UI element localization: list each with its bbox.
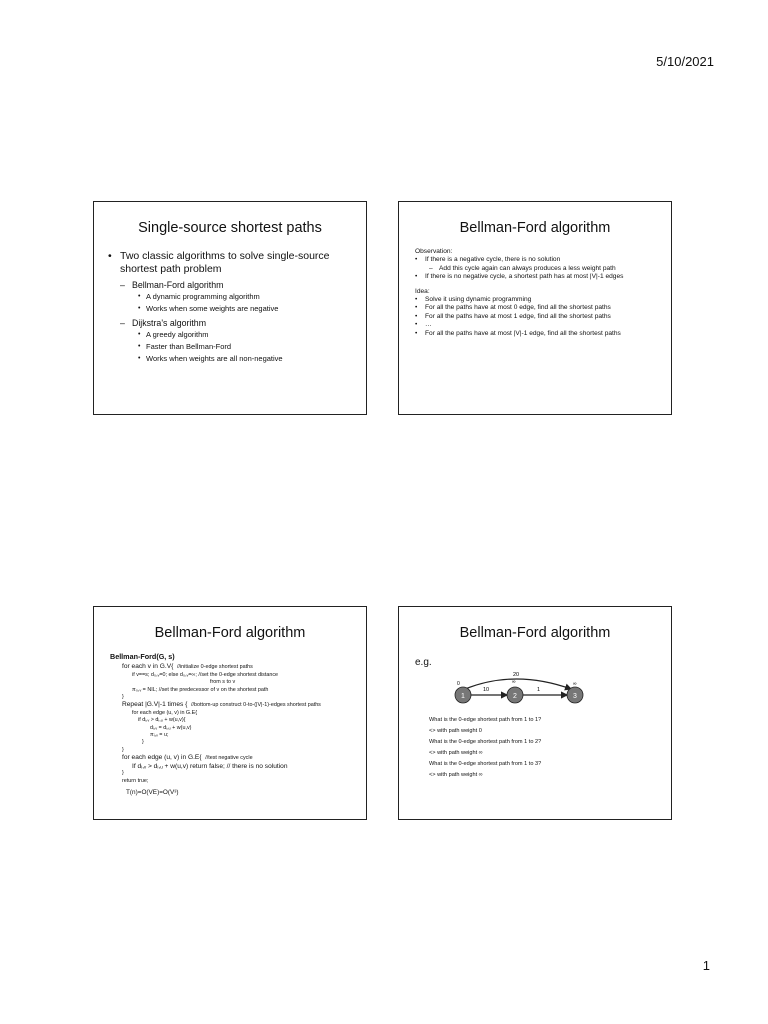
- slide-bellman-ford-pseudocode: [93, 606, 367, 820]
- slide-title: Bellman-Ford algorithm: [459, 625, 611, 641]
- idea-ellipsis: • …: [415, 321, 661, 329]
- question-1-to-3: What is the 0-edge shortest path from 1 to 3?: [429, 761, 542, 767]
- bullet-faster: • Faster than Bellman-Ford: [108, 341, 358, 353]
- observation-negative-cycle-sub: – Add this cycle again can always produces a less weight path: [415, 265, 661, 273]
- answer-1-to-3: <> with path weight ∞: [429, 772, 483, 778]
- observation-label: Observation:: [415, 248, 453, 255]
- code-line: }: [142, 739, 144, 746]
- code-line: π₀,ᵥ = NIL; //set the predecessor of v on the shortest path: [132, 686, 269, 693]
- code-line: if v==s; d₀,ᵥ=0; else d₀,ᵥ=∞; //set the 0-edge shortest distance: [132, 671, 279, 678]
- code-line: πᵢ,ᵥ = u;: [150, 732, 169, 739]
- observation-no-negative-cycle: • If there is no negative cycle, a shortest path has at most |V|-1 edges: [415, 273, 661, 281]
- code-line: if dᵢ,ᵥ > dᵢ,ᵤ + w(u,v){: [138, 717, 186, 724]
- code-line: for each v in G.V{ //initialize 0-edge shortest paths: [122, 663, 253, 671]
- question-answer-list: [429, 717, 541, 783]
- slide-title: Single-source shortest paths: [138, 220, 322, 236]
- code-comment: //test negative cycle: [205, 755, 253, 762]
- code-line: dᵢ,ᵥ = dᵢ,ᵤ + w(u,v): [150, 724, 192, 731]
- slide-bellman-ford-example: [398, 606, 672, 820]
- idea-1-edge: • For all the paths have at most 1 edge, find all the shortest paths: [415, 313, 661, 321]
- example-graph: [399, 607, 673, 821]
- answer-1-to-2: <> with path weight ∞: [429, 750, 483, 756]
- bullet-greedy: • A greedy algorithm: [108, 329, 358, 341]
- node-2-distance: ∞: [512, 679, 516, 685]
- edge-1-3-weight: 20: [513, 672, 520, 678]
- page-number: 1: [702, 958, 710, 973]
- slide-title: Bellman-Ford algorithm: [459, 220, 611, 236]
- edge-2-3-weight: 1: [537, 687, 541, 693]
- idea-label: Idea:: [415, 287, 430, 295]
- bullet-non-negative: • Works when weights are all non-negative: [108, 353, 358, 365]
- node-3-distance: ∞: [573, 681, 577, 687]
- code-line: }: [122, 746, 124, 753]
- edge-1-2-weight: 10: [483, 687, 490, 693]
- code-line: from s to v: [210, 679, 236, 686]
- function-signature: Bellman-Ford(G, s): [110, 652, 175, 661]
- code-line: }: [122, 694, 124, 701]
- idea-v-1-edge: • For all the paths have at most |V|-1 edge, find all the shortest paths: [415, 330, 661, 338]
- bullet-dijkstra: – Dijkstra's algorithm: [108, 317, 358, 329]
- idea-0-edge: • For all the paths have at most 0 edge, find all the shortest paths: [415, 304, 661, 312]
- bullet-two-classic-algorithms: • Two classic algorithms to solve single-source shortest path problem: [108, 250, 358, 276]
- question-1-to-1: What is the 0-edge shortest path from 1 to 1?: [429, 717, 542, 723]
- code-line: }: [122, 770, 124, 777]
- code-line: return true;: [122, 777, 149, 784]
- code-line: for each edge (u, v) in G.E{ //test negative cycle: [122, 754, 253, 762]
- bullet-dp: • A dynamic programming algorithm: [108, 291, 358, 303]
- example-label: e.g.: [415, 657, 432, 668]
- complexity: T(n)=O(VE)=O(V³): [126, 788, 179, 796]
- pseudocode: [110, 653, 360, 796]
- answer-1-to-1: <> with path weight 0: [429, 728, 482, 734]
- observation-negative-cycle: • If there is a negative cycle, there is no solution: [415, 256, 661, 264]
- slide-title: Bellman-Ford algorithm: [154, 625, 306, 641]
- code-line: for each edge (u, v) in G.E{: [132, 709, 198, 716]
- code-line: If dᵢ,ᵥ > dᵢ,ᵤ + w(u,v) return false; // there is no solution: [132, 762, 288, 770]
- node-3-text: 3: [573, 693, 577, 700]
- bullet-bellman-ford: – Bellman-Ford algorithm: [108, 279, 358, 291]
- bullet-negative-weights: • Works when some weights are negative: [108, 303, 358, 315]
- slide-body: [415, 248, 661, 338]
- node-1-text: 1: [461, 693, 465, 700]
- code-comment: //bottom-up construct 0-to-(|V|-1)-edges shortest paths: [191, 702, 321, 709]
- node-1-distance: 0: [457, 681, 460, 687]
- idea-dynamic-programming: • Solve it using dynamic programming: [415, 296, 661, 304]
- date-header: 5/10/2021: [656, 54, 714, 69]
- slide-bullets: [108, 250, 358, 365]
- node-2-text: 2: [513, 693, 517, 700]
- slide-single-source-shortest-paths: [93, 201, 367, 415]
- question-1-to-2: What is the 0-edge shortest path from 1 to 2?: [429, 739, 542, 745]
- slide-bellman-ford-observation: [398, 201, 672, 415]
- code-line: Repeat |G.V|-1 times { //bottom-up construct 0-to-(|V|-1)-edges shortest paths: [122, 701, 321, 709]
- code-comment: //initialize 0-edge shortest paths: [176, 664, 253, 671]
